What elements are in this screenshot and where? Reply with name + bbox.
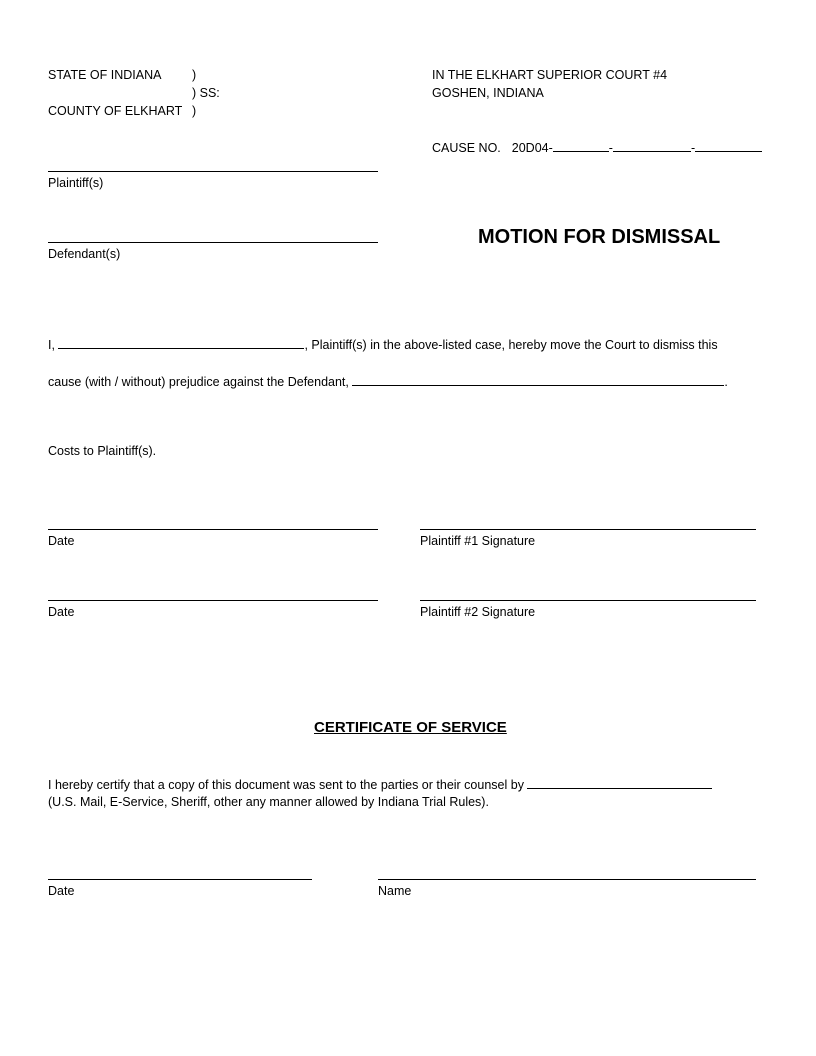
cause-prefix: 20D04-	[511, 141, 553, 155]
plaintiff-label: Plaintiff(s)	[48, 176, 104, 190]
cause-label: CAUSE NO.	[432, 141, 501, 155]
certificate-heading: CERTIFICATE OF SERVICE	[314, 719, 507, 736]
caption-paren: )	[192, 104, 197, 118]
motion-line-2	[48, 373, 728, 390]
defendant-name-blank[interactable]	[352, 373, 724, 386]
plaintiff2-signature-label: Plaintiff #2 Signature	[420, 605, 536, 619]
plaintiff1-signature-line[interactable]	[420, 529, 756, 530]
cause-number	[432, 139, 762, 156]
page-title: MOTION FOR DISMISSAL	[478, 226, 721, 248]
caption-ss: ) SS:	[192, 86, 220, 100]
plaintiff-name-blank[interactable]	[58, 336, 304, 349]
date-line[interactable]	[48, 600, 378, 601]
service-method-blank[interactable]	[527, 776, 712, 789]
costs-text: Costs to Plaintiff(s).	[48, 444, 157, 458]
court-name: IN THE ELKHART SUPERIOR COURT #4	[432, 68, 668, 82]
caption-paren: )	[192, 68, 197, 82]
certificate-date-label: Date	[48, 884, 75, 898]
cause-blank-2[interactable]	[613, 139, 691, 152]
certificate-line-2: (U.S. Mail, E-Service, Sheriff, other any manner allowed by Indiana Trial Rules).	[48, 795, 489, 809]
plaintiff-name-line[interactable]	[48, 171, 378, 172]
state-of-indiana: STATE OF INDIANA	[48, 68, 162, 82]
certificate-name-label: Name	[378, 884, 412, 898]
cause-sep: -	[690, 141, 696, 155]
certificate-date-line[interactable]	[48, 879, 312, 880]
court-location: GOSHEN, INDIANA	[432, 86, 544, 100]
cause-blank-1[interactable]	[553, 139, 609, 152]
date-label: Date	[48, 534, 75, 548]
motion-line-2-suffix: .	[724, 375, 728, 389]
motion-line-1	[48, 336, 718, 353]
certificate-line-1	[48, 776, 712, 793]
motion-line-2-prefix: cause (with / without) prejudice against the Defendant,	[48, 375, 349, 389]
motion-line-1-prefix: I,	[48, 338, 55, 352]
date-line[interactable]	[48, 529, 378, 530]
cause-sep: -	[608, 141, 613, 155]
defendant-name-line[interactable]	[48, 242, 378, 243]
defendant-label: Defendant(s)	[48, 247, 121, 261]
date-label: Date	[48, 605, 75, 619]
certificate-line-1-text: I hereby certify that a copy of this document was sent to the parties or their counsel by	[48, 778, 524, 792]
plaintiff2-signature-line[interactable]	[420, 600, 756, 601]
cause-blank-3[interactable]	[695, 139, 762, 152]
county-of-elkhart: COUNTY OF ELKHART	[48, 104, 183, 118]
plaintiff1-signature-label: Plaintiff #1 Signature	[420, 534, 536, 548]
certificate-name-line[interactable]	[378, 879, 756, 880]
motion-line-1-suffix: , Plaintiff(s) in the above-listed case, hereby move the Court to dismiss this	[304, 338, 718, 352]
